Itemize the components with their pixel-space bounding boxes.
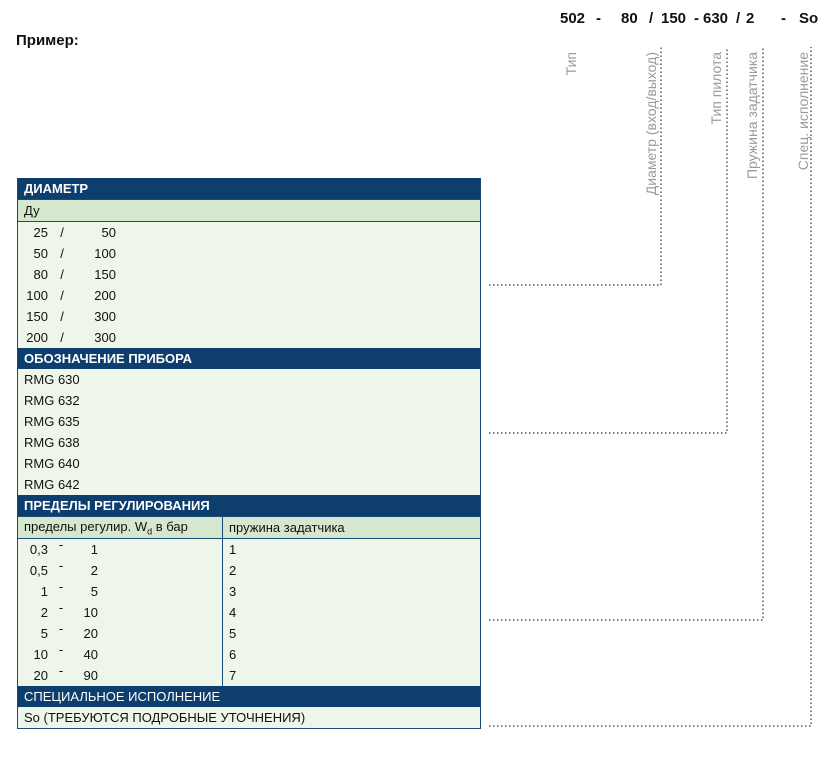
limits-spring: 4 — [223, 602, 481, 623]
label-diameter: Диаметр (вход/выход) — [643, 52, 659, 196]
code-diameter-out: 150 — [661, 10, 687, 27]
limits-column-header-range: пределы регулир. $W_d$ в бар — [18, 517, 223, 539]
label-pilot-type: Тип пилота — [708, 52, 724, 125]
device-row: RMG 638 — [18, 432, 481, 453]
limits-range: 10 - 40 — [18, 644, 223, 665]
limits-spring: 1 — [223, 539, 481, 561]
diameter-row: 150 / 300 — [18, 306, 481, 327]
limits-range: 1 - 5 — [18, 581, 223, 602]
label-special: Спец. исполнение — [795, 52, 811, 171]
device-row: RMG 635 — [18, 411, 481, 432]
device-row: RMG 640 — [18, 453, 481, 474]
label-type: Тип — [563, 52, 579, 76]
example-label: Пример: — [16, 32, 79, 49]
code-special: So — [799, 10, 819, 27]
spec-table — [17, 178, 481, 729]
code-slash: / — [736, 10, 741, 27]
code-slash: / — [649, 10, 654, 27]
diameter-row: 200 / 300 — [18, 327, 481, 348]
code-dash: - — [781, 10, 786, 27]
limits-spring: 6 — [223, 644, 481, 665]
code-diameter-in: 80 — [621, 10, 638, 27]
limits-range: 20 - 90 — [18, 665, 223, 686]
limits-range: 2 - 10 — [18, 602, 223, 623]
code-pilot: 630 — [703, 10, 729, 27]
special-row: So (ТРЕБУЮТСЯ ПОДРОБНЫЕ УТОЧНЕНИЯ) — [18, 707, 481, 729]
section-header-diameter: ДИАМЕТР — [18, 178, 481, 200]
leader-diameter — [489, 47, 661, 285]
diameter-column-header: Ду — [18, 200, 481, 222]
diameter-row: 25 / 50 — [18, 222, 481, 244]
limits-spring: 7 — [223, 665, 481, 686]
code-dash: - — [694, 10, 699, 27]
section-header-limits: ПРЕДЕЛЫ РЕГУЛИРОВАНИЯ — [18, 495, 481, 517]
leader-spring — [489, 47, 763, 620]
diameter-row: 100 / 200 — [18, 285, 481, 306]
diameter-row: 50 / 100 — [18, 243, 481, 264]
device-row: RMG 630 — [18, 369, 481, 390]
limits-range: 0,3 - 1 — [18, 539, 223, 561]
section-header-device: ОБОЗНАЧЕНИЕ ПРИБОРА — [18, 348, 481, 369]
code-dash: - — [596, 10, 601, 27]
leader-pilot — [489, 47, 727, 433]
limits-range: 0,5 - 2 — [18, 560, 223, 581]
code-type: 502 — [560, 10, 586, 27]
label-spring: Пружина задатчика — [744, 52, 760, 180]
section-header-special: СПЕЦИАЛЬНОЕ ИСПОЛНЕНИЕ — [18, 686, 481, 707]
limits-spring: 2 — [223, 560, 481, 581]
limits-spring: 5 — [223, 623, 481, 644]
limits-column-header-spring: пружина задатчика — [223, 517, 481, 539]
limits-spring: 3 — [223, 581, 481, 602]
limits-range: 5 - 20 — [18, 623, 223, 644]
code-spring: 2 — [746, 10, 755, 27]
device-row: RMG 642 — [18, 474, 481, 495]
device-row: RMG 632 — [18, 390, 481, 411]
diameter-row: 80 / 150 — [18, 264, 481, 285]
